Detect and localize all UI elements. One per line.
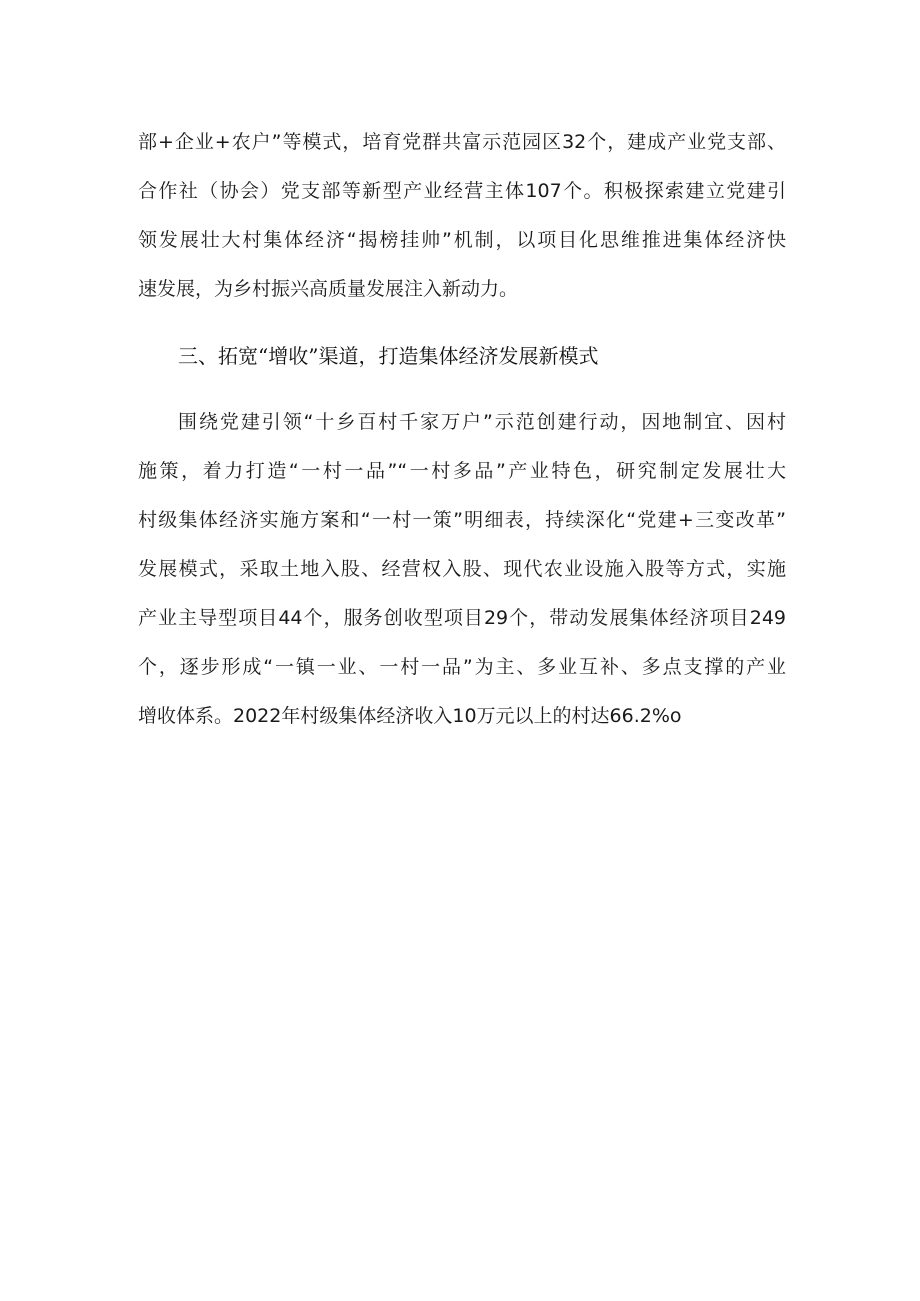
section-heading: 三、拓宽“增收”渠道，打造集体经济发展新模式	[178, 344, 599, 368]
paragraph-line: 部+企业+农户”等模式，培育党群共富示范园区32个，建成产业党支部、	[138, 131, 786, 153]
document-body	[138, 118, 786, 741]
paragraph-line: 领发展壮大村集体经济“揭榜挂帅”机制，以项目化思维推进集体经济快	[138, 229, 786, 251]
paragraph-line: 村级集体经济实施方案和“一村一策”明细表，持续深化“党建+三变改革”	[138, 509, 786, 531]
paragraph-line: 增收体系。2022年村级集体经济收入10万元以上的村达66.2%o	[138, 705, 682, 727]
paragraph-2	[138, 398, 786, 741]
paragraph-1	[138, 118, 786, 314]
paragraph-line: 发展模式，采取土地入股、经营权入股、现代农业设施入股等方式，实施	[138, 558, 786, 580]
paragraph-line: 围绕党建引领“十乡百村千家万户”示范创建行动，因地制宜、因村	[178, 411, 786, 433]
paragraph-line: 合作社（协会）党支部等新型产业经营主体107个。积极探索建立党建引	[138, 180, 786, 202]
paragraph-line: 个，逐步形成“一镇一业、一村一品”为主、多业互补、多点支撑的产业	[138, 656, 786, 678]
paragraph-line: 速发展，为乡村振兴高质量发展注入新动力。	[138, 278, 519, 300]
paragraph-line: 产业主导型项目44个，服务创收型项目29个，带动发展集体经济项目249	[138, 607, 786, 629]
paragraph-line: 施策，着力打造“一村一品”“一村多品”产业特色，研究制定发展壮大	[138, 460, 786, 482]
